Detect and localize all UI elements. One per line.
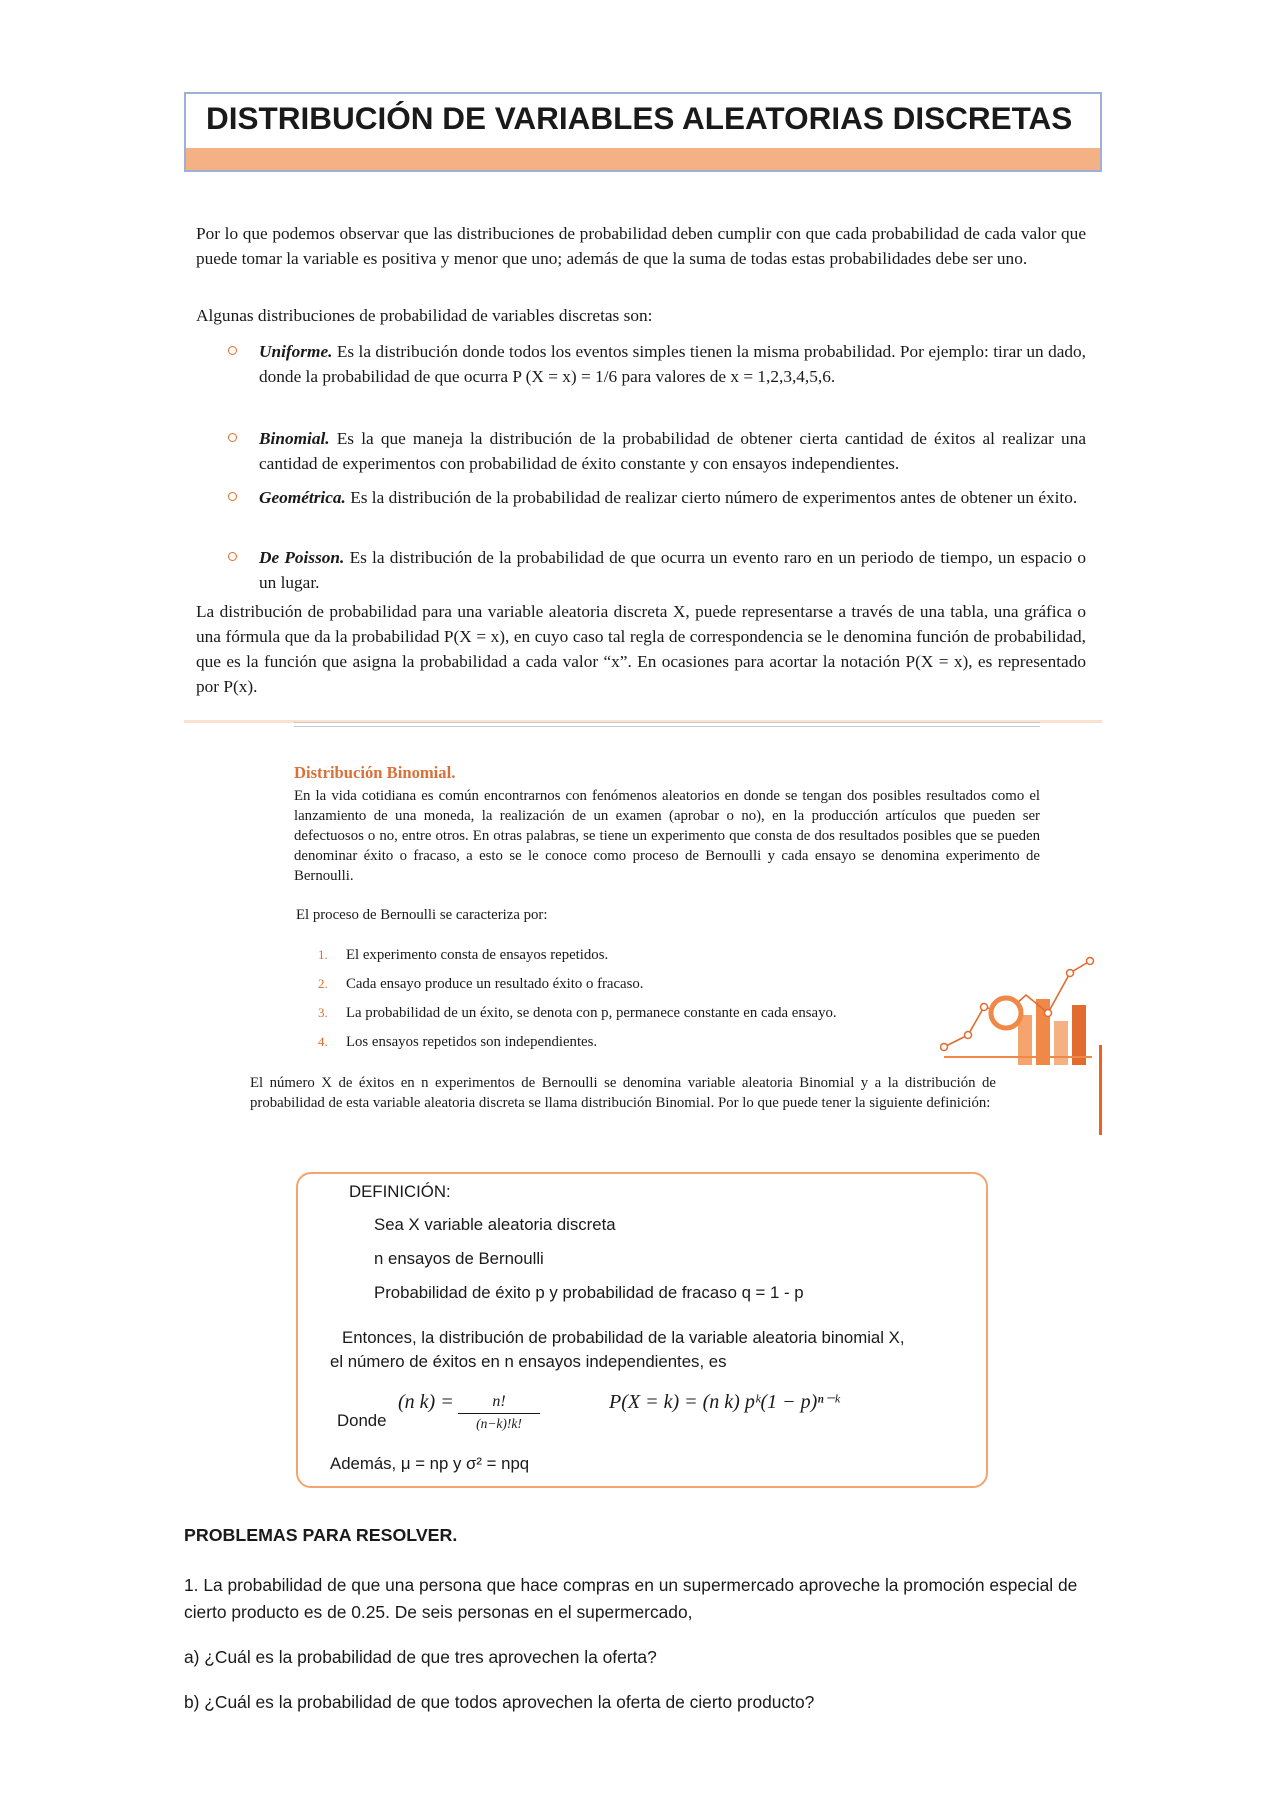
- distribution-item-poisson: [228, 545, 1086, 595]
- donde-label: Donde: [337, 1411, 387, 1430]
- definition-line: Probabilidad de éxito p y probabilidad de fracaso q = 1 - p: [374, 1283, 804, 1302]
- distribution-item-geometrica: [228, 485, 1086, 510]
- item-text: La probabilidad de un éxito, se denota con p, permanece constante en cada ensayo.: [346, 1005, 837, 1021]
- deco-ring: [991, 998, 1021, 1028]
- circle-bullet-icon: [228, 346, 237, 355]
- title-underline-band: [186, 148, 1100, 170]
- definition-then-line: Entonces, la distribución de probabilidad de la variable aleatoria binomial X,: [342, 1328, 905, 1347]
- question-a: a) ¿Cuál es la probabilidad de que tres aprovechen la oferta?: [184, 1647, 657, 1667]
- distribution-name: Uniforme.: [259, 342, 333, 361]
- distribution-text: Es la que maneja la distribución de la probabilidad de obtener cierta cantidad de éxitos al realizar una cantidad de experimentos con probabilidad de éxito constante y con ensayos independientes.: [259, 429, 1086, 473]
- item-number: 2.: [318, 976, 328, 991]
- deco-point: [1067, 970, 1074, 977]
- bernoulli-intro: El proceso de Bernoulli se caracteriza por:: [296, 907, 548, 923]
- section-divider-line: [294, 722, 1040, 723]
- distribution-text: Es la distribución de la probabilidad de que ocurra un evento raro en un periodo de tiempo, un espacio o un lugar.: [259, 548, 1086, 592]
- deco-point: [981, 1004, 988, 1011]
- deco-bar: [1054, 1021, 1068, 1065]
- question-b: b) ¿Cuál es la probabilidad de que todos aprovechen la oferta de cierto producto?: [184, 1692, 815, 1712]
- binomial-formula: P(X = k) = (n k) pᵏ(1 − p)ⁿ⁻ᵏ: [609, 1391, 840, 1413]
- intro-paragraph-1: Por lo que podemos observar que las distribuciones de probabilidad deben cumplir con que cada probabilidad de cada valor que puede tomar la variable es positiva y menor que uno; además de que la suma de todas estas probabilidades debe ser uno.: [196, 224, 1086, 268]
- item-text: Cada ensayo produce un resultado éxito o fracaso.: [346, 976, 644, 992]
- item-text: El experimento consta de ensayos repetidos.: [346, 947, 609, 963]
- binomial-paragraph-2: El número X de éxitos en n experimentos de Bernoulli se denomina variable aleatoria Binomial y a la distribución de probabilidad de esta variable aleatoria discreta se llama distribución Binomial. Por lo que puede tener la siguiente definición:: [250, 1075, 996, 1111]
- distribution-text: Es la distribución de la probabilidad de realizar cierto número de experimentos antes de obtener un éxito.: [345, 488, 1078, 507]
- page-title: DISTRIBUCIÓN DE VARIABLES ALEATORIAS DISCRETAS: [206, 100, 1073, 136]
- distribution-text: Es la distribución donde todos los eventos simples tienen la misma probabilidad. Por ejemplo: tirar un dado, donde la probabilidad de que ocurra P (X = x) = 1/6 para valores de x = 1,2,3,4,5,6.: [259, 342, 1086, 386]
- bernoulli-characteristic: [318, 1003, 978, 1023]
- decorative-chart-icon: [940, 955, 1100, 1067]
- section-divider-line: [294, 726, 1040, 727]
- binomial-heading: Distribución Binomial.: [294, 763, 456, 782]
- deco-point: [941, 1044, 948, 1051]
- distribution-name: Geométrica.: [259, 488, 346, 507]
- title-banner: [184, 92, 1102, 172]
- problem-1: 1. La probabilidad de que una persona que hace compras en un supermercado aproveche la promoción especial de cierto producto es de 0.25. De seis personas en el supermercado,: [184, 1575, 1078, 1622]
- distribution-name: Binomial.: [259, 429, 330, 448]
- definition-line: n ensayos de Bernoulli: [374, 1249, 544, 1268]
- item-number: 1.: [318, 947, 328, 962]
- deco-point: [1045, 1010, 1052, 1017]
- binomial-paragraph-1: En la vida cotidiana es común encontrarnos con fenómenos aleatorios en donde se tengan dos posibles resultados como el lanzamiento de una moneda, la realización de un examen (aprobar o no), en la producción artículos que pueden ser defectuosos o no, entre otros. En otras palabras, se tiene un experimento que consta de dos resultados posibles que se pueden denominar éxito o fracaso, a esto se le conoce como proceso de Bernoulli y cada ensayo se denomina experimento de Bernoulli.: [294, 788, 1040, 884]
- factorial-fraction: [458, 1393, 540, 1432]
- fraction-denominator: (n−k)!k!: [476, 1416, 522, 1431]
- definition-then-line: el número de éxitos en n ensayos independientes, es: [330, 1352, 727, 1371]
- deco-point: [1087, 958, 1094, 965]
- item-number: 3.: [318, 1005, 328, 1020]
- bernoulli-characteristic: [318, 1032, 978, 1052]
- circle-bullet-icon: [228, 433, 237, 442]
- intro-paragraph-3: La distribución de probabilidad para una variable aleatoria discreta X, puede representarse a través de una tabla, una gráfica o una fórmula que da la probabilidad P(X = x), en cuyo caso tal regla de correspondencia se le denomina función de probabilidad, que es la función que asigna la probabilidad a cada valor “x”. En ocasiones para acortar la notación P(X = x), es representado por P(x).: [196, 602, 1086, 696]
- fraction-numerator: n!: [458, 1393, 540, 1414]
- bernoulli-characteristic: [318, 945, 978, 965]
- item-text: Los ensayos repetidos son independientes.: [346, 1034, 598, 1050]
- definition-title: DEFINICIÓN:: [349, 1182, 451, 1201]
- binomial-coefficient: (n k) =: [398, 1391, 454, 1413]
- item-number: 4.: [318, 1034, 328, 1049]
- bernoulli-characteristic: [318, 974, 978, 994]
- distribution-item-uniforme: [228, 339, 1086, 389]
- circle-bullet-icon: [228, 552, 237, 561]
- intro-paragraph-2: Algunas distribuciones de probabilidad de variables discretas son:: [196, 306, 653, 325]
- distribution-name: De Poisson.: [259, 548, 345, 567]
- circle-bullet-icon: [228, 492, 237, 501]
- mean-variance-line: Además, μ = np y σ² = npq: [330, 1454, 530, 1473]
- deco-point: [965, 1032, 972, 1039]
- distribution-item-binomial: [228, 426, 1086, 476]
- problems-heading: PROBLEMAS PARA RESOLVER.: [184, 1525, 458, 1545]
- definition-line: Sea X variable aleatoria discreta: [374, 1215, 616, 1234]
- accent-side-bar: [1099, 1045, 1102, 1135]
